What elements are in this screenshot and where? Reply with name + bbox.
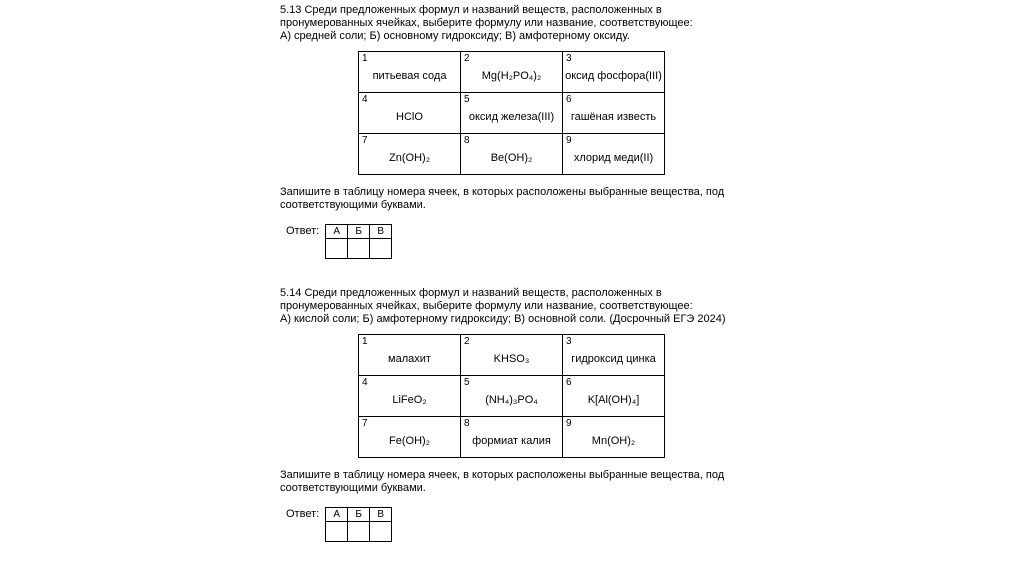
- grid-cell: [563, 134, 665, 175]
- answer-header-row: [326, 508, 392, 522]
- grid-row: [359, 93, 665, 134]
- grid-cell: [359, 93, 461, 134]
- answer-header-row: [326, 225, 392, 239]
- answer-header-cell: А: [326, 508, 348, 522]
- cell-number: 8: [464, 135, 470, 146]
- cell-number: 7: [362, 135, 368, 146]
- problem-options: А) средней соли; Б) основному гидроксиду; В) амфотерному оксиду.: [280, 30, 630, 42]
- instruction-text: Запишите в таблицу номера ячеек, в которых расположены выбранные вещества, под соответствующими буквами.: [280, 469, 725, 494]
- answer-header-cell: А: [326, 225, 348, 239]
- grid-cell: [563, 376, 665, 417]
- cell-content: гидроксид цинка: [571, 353, 656, 365]
- answer-header-cell: В: [370, 508, 392, 522]
- cell-content: Mg(H₂PO₄)₂: [481, 70, 542, 82]
- cell-number: 1: [362, 336, 368, 347]
- cell-number: 4: [362, 377, 368, 388]
- cell-number: 3: [566, 53, 572, 64]
- grid-cell: [359, 376, 461, 417]
- instruction-text: Запишите в таблицу номера ячеек, в которых расположены выбранные вещества, под соответствующими буквами.: [280, 186, 725, 211]
- grid-cell: [461, 52, 563, 93]
- grid-cell: [461, 335, 563, 376]
- grid-row: [359, 52, 665, 93]
- cell-number: 6: [566, 377, 572, 388]
- substances-grid: [358, 334, 665, 458]
- grid-row: [359, 417, 665, 458]
- grid-cell: [359, 417, 461, 458]
- answer-input-cell: [348, 522, 370, 542]
- grid-row: [359, 134, 665, 175]
- answer-block: [286, 507, 752, 542]
- grid-cell: [461, 93, 563, 134]
- cell-content: малахит: [388, 353, 431, 365]
- cell-number: 6: [566, 94, 572, 105]
- grid-cell: [563, 52, 665, 93]
- cell-number: 9: [566, 135, 572, 146]
- grid-cell: [563, 335, 665, 376]
- grid-row: [359, 335, 665, 376]
- cell-number: 9: [566, 418, 572, 429]
- cell-number: 5: [464, 377, 470, 388]
- answer-label: Ответ:: [286, 508, 320, 520]
- problem-statement: 5.13 Среди предложенных формул и названий веществ, расположенных в пронумерованных ячейках, выберите формулу или название, соответствующее:: [280, 4, 693, 29]
- cell-number: 7: [362, 418, 368, 429]
- grid-cell: [359, 134, 461, 175]
- cell-content: Mn(OH)₂: [591, 435, 636, 447]
- cell-content: LiFeO₂: [392, 394, 427, 406]
- grid-cell: [563, 417, 665, 458]
- grid-cell: [359, 52, 461, 93]
- answer-block: [286, 224, 752, 259]
- cell-content: оксид железа(III): [468, 111, 555, 123]
- grid-cell: [359, 335, 461, 376]
- grid-cell: [461, 134, 563, 175]
- answer-header-cell: В: [370, 225, 392, 239]
- problem-5-13: [280, 4, 752, 259]
- grid-cell: [461, 376, 563, 417]
- answer-input-cell: [370, 239, 392, 259]
- cell-number: 8: [464, 418, 470, 429]
- cell-number: 3: [566, 336, 572, 347]
- problem-options: А) кислой соли; Б) амфотерному гидроксиду; В) основной соли. (Досрочный ЕГЭ 2024): [280, 313, 726, 325]
- answer-header-cell: Б: [348, 225, 370, 239]
- answer-input-cell: [370, 522, 392, 542]
- problem-statement: 5.14 Среди предложенных формул и названий веществ, расположенных в пронумерованных ячейках, выберите формулу или название, соответствующее:: [280, 287, 693, 312]
- cell-number: 2: [464, 336, 470, 347]
- answer-input-cell: [326, 522, 348, 542]
- cell-content: питьевая сода: [372, 70, 447, 82]
- cell-number: 5: [464, 94, 470, 105]
- cell-content: Fe(OH)₂: [389, 435, 430, 447]
- answer-input-cell: [348, 239, 370, 259]
- substances-grid: [358, 51, 665, 175]
- grid-row: [359, 376, 665, 417]
- cell-number: 4: [362, 94, 368, 105]
- answer-input-row: [326, 239, 392, 259]
- grid-cell: [461, 417, 563, 458]
- grid-cell: [563, 93, 665, 134]
- answer-input-row: [326, 522, 392, 542]
- cell-content: KHSO₃: [493, 353, 530, 365]
- answer-input-cell: [326, 239, 348, 259]
- cell-content: HClO: [396, 111, 423, 123]
- answer-table: [325, 224, 392, 259]
- cell-content: K[Al(OH)₄]: [587, 394, 640, 406]
- answer-table: [325, 507, 392, 542]
- cell-number: 1: [362, 53, 368, 64]
- answer-header-cell: Б: [348, 508, 370, 522]
- cell-content: Be(OH)₂: [490, 152, 533, 164]
- cell-content: хлорид меди(II): [573, 152, 654, 164]
- document-page: [280, 4, 752, 542]
- cell-content: (NH₄)₃PO₄: [485, 394, 538, 406]
- cell-content: формиат калия: [472, 435, 551, 447]
- problem-5-14: [280, 287, 752, 542]
- cell-number: 2: [464, 53, 470, 64]
- cell-content: оксид фосфора(III): [565, 70, 662, 82]
- answer-label: Ответ:: [286, 225, 320, 237]
- cell-content: гашёная известь: [570, 111, 657, 123]
- cell-content: Zn(OH)₂: [389, 152, 430, 164]
